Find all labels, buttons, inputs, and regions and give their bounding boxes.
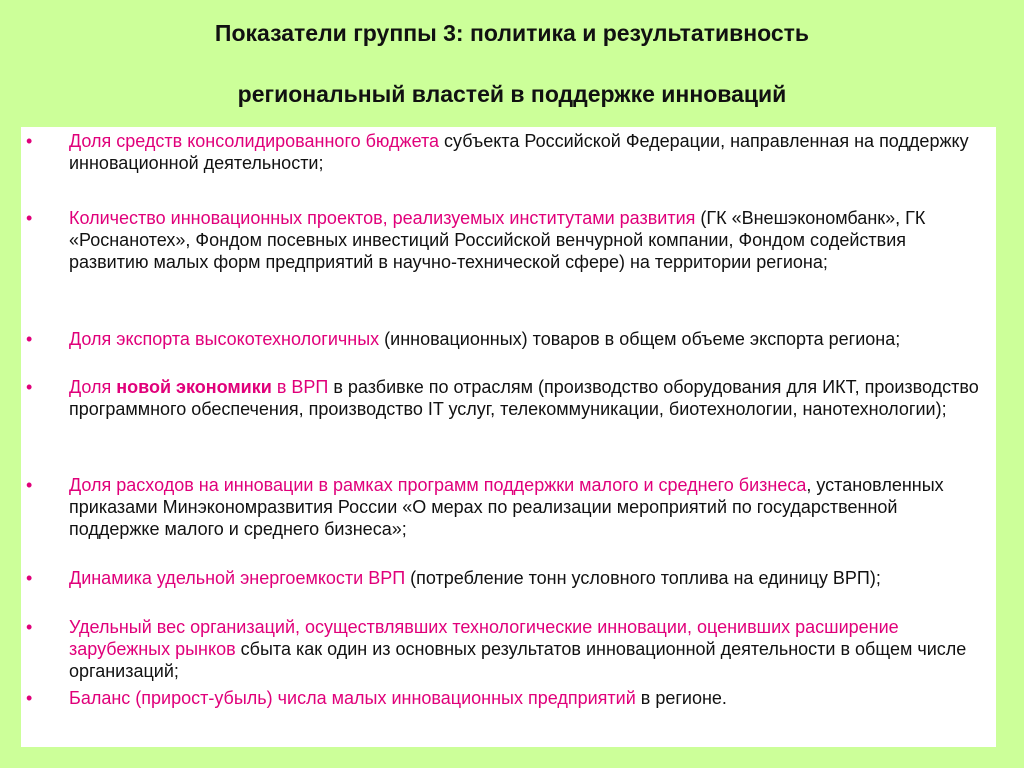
item-highlight: Количество инновационных проектов, реализуемых институтами развития [69, 208, 696, 228]
list-item-text [69, 130, 989, 174]
item-highlight: Удельный вес организаций, осуществлявших технологические инновации, оценивших расширение зарубежных рынков [69, 617, 899, 659]
bullet-icon: • [26, 688, 33, 708]
item-highlight: Динамика удельной энергоемкости ВРП [69, 568, 406, 588]
list-item-text [69, 328, 989, 350]
item-highlight: Доля экспорта высокотехнологичных [69, 329, 380, 349]
list-item-text [69, 687, 989, 709]
slide-title [0, 0, 1024, 128]
title-line-2: региональный властей в поддержке инноваций [237, 81, 787, 107]
item-highlight: в ВРП [271, 377, 329, 397]
item-highlight-bold: новой экономики [116, 377, 272, 397]
item-rest: (потребление тонн условного топлива на единицу ВРП); [405, 568, 881, 588]
item-highlight: Доля средств консолидированного бюджета [69, 131, 440, 151]
list-item-text [69, 474, 989, 540]
bullet-icon: • [26, 617, 33, 637]
item-rest: в регионе. [635, 688, 727, 708]
item-rest: (ГК «Внешэкономбанк», ГК «Роснанотех», Фондом посевных инвестиций Российской венчурной компании, Фондом содействия развитию малых форм предприятий в научно-технической сфере) на территории региона; [69, 208, 926, 272]
item-rest: (инновационных) товаров в общем объеме экспорта региона; [379, 329, 901, 349]
item-highlight: Доля [69, 377, 117, 397]
bullet-icon: • [26, 568, 33, 588]
list-item-text [69, 567, 989, 589]
item-rest: , установленных приказами Минэкономразвития России «О мерах по реализации мероприятий по государственной поддержке малого и среднего бизнеса»; [69, 475, 944, 539]
bullet-icon: • [26, 329, 33, 349]
item-rest: в разбивке по отраслям (производство оборудования для ИКТ, производство программного обеспечения, производство IT услуг, телекоммуникации, биотехнологии, нанотехнологии); [69, 377, 979, 419]
item-highlight: Баланс (прирост-убыль) числа малых инновационных предприятий [69, 688, 636, 708]
bullet-icon: • [26, 475, 33, 495]
bullet-icon: • [26, 377, 33, 397]
item-rest: сбыта как один из основных результатов инновационной деятельности в общем числе организаций; [69, 639, 967, 681]
item-highlight: Доля расходов на инновации в рамках программ поддержки малого и среднего бизнеса [69, 475, 807, 495]
title-line-1: Показатели группы 3: политика и результативность [214, 20, 810, 46]
content-box [21, 127, 996, 747]
list-item-text [69, 616, 989, 682]
list-item-text [69, 207, 989, 273]
bullet-icon: • [26, 131, 33, 151]
item-rest: субъекта Российской Федерации, направленная на поддержку инновационной деятельности; [69, 131, 969, 173]
list-item-text [69, 376, 989, 420]
bullet-icon: • [26, 208, 33, 228]
